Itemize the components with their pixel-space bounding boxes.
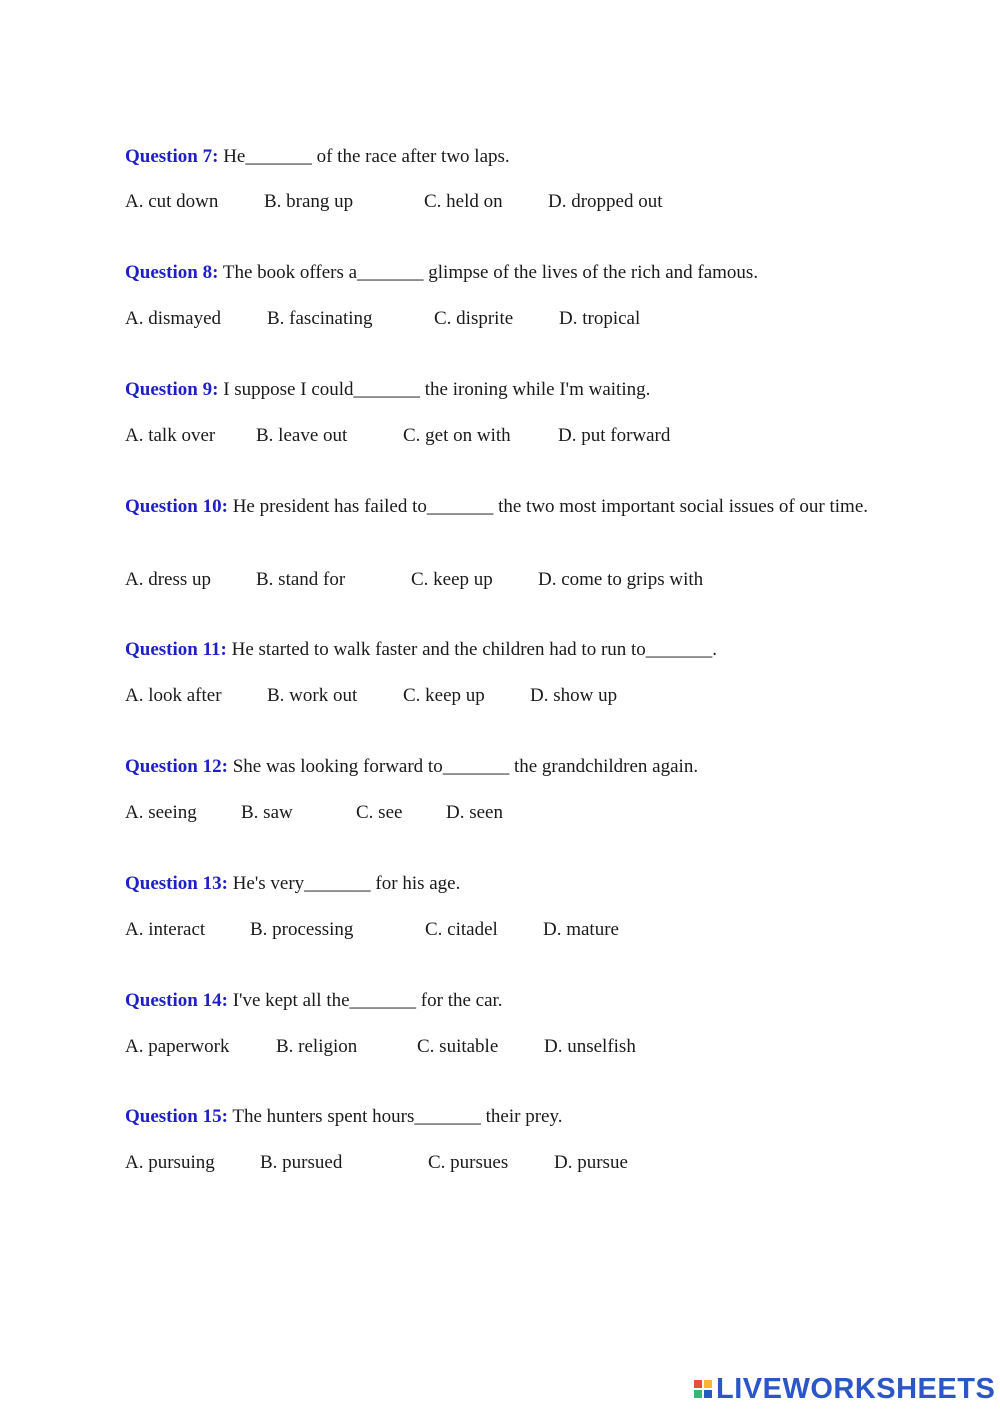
option-a[interactable]: A. pursuing — [125, 1152, 215, 1173]
logo-square-red — [694, 1380, 702, 1388]
question-label: Question 11: — [125, 639, 227, 660]
option-a[interactable]: A. look after — [125, 685, 222, 706]
question-label: Question 15: — [125, 1106, 228, 1127]
question-label: Question 9: — [125, 379, 219, 400]
option-c[interactable]: C. see — [356, 802, 403, 823]
logo-square-green — [694, 1390, 702, 1398]
question-text: He president has failed to_______ the two most important social issues of our time. — [227, 496, 869, 517]
question-text: I suppose I could_______ the ironing while I'm waiting. — [218, 379, 651, 400]
option-c[interactable]: C. held on — [424, 191, 503, 212]
question-15 — [125, 1103, 563, 1130]
option-d[interactable]: D. come to grips with — [538, 569, 704, 590]
question-text: She was looking forward to_______ the grandchildren again. — [227, 756, 699, 777]
question-label: Question 13: — [125, 873, 228, 894]
option-b[interactable]: B. stand for — [256, 569, 346, 590]
option-a[interactable]: A. cut down — [125, 191, 219, 212]
option-d[interactable]: D. put forward — [558, 425, 671, 446]
option-d[interactable]: D. dropped out — [548, 191, 663, 212]
option-a[interactable]: A. interact — [125, 919, 206, 940]
question-14 — [125, 987, 503, 1014]
option-b[interactable]: B. fascinating — [267, 308, 373, 329]
option-a[interactable]: A. talk over — [125, 425, 216, 446]
option-c[interactable]: C. keep up — [403, 685, 485, 706]
option-c[interactable]: C. suitable — [417, 1036, 499, 1057]
option-d[interactable]: D. show up — [530, 685, 618, 706]
question-9 — [125, 376, 650, 403]
question-label: Question 14: — [125, 990, 228, 1011]
option-a[interactable]: A. dress up — [125, 569, 212, 590]
question-label: Question 10: — [125, 496, 228, 517]
option-c[interactable]: C. disprite — [434, 308, 514, 329]
option-d[interactable]: D. seen — [446, 802, 503, 823]
option-c[interactable]: C. pursues — [428, 1152, 509, 1173]
liveworksheets-logo — [694, 1372, 995, 1406]
logo-square-blue — [704, 1390, 712, 1398]
option-a[interactable]: A. dismayed — [125, 308, 222, 329]
option-b[interactable]: B. religion — [276, 1036, 358, 1057]
question-text: The hunters spent hours_______ their prey. — [227, 1106, 563, 1127]
question-text: He's very_______ for his age. — [227, 873, 461, 894]
logo-squares-icon — [694, 1380, 712, 1398]
option-d[interactable]: D. unselfish — [544, 1036, 636, 1057]
question-text: He_______ of the race after two laps. — [218, 146, 510, 167]
question-11 — [125, 636, 717, 663]
option-d[interactable]: D. pursue — [554, 1152, 628, 1173]
option-b[interactable]: B. brang up — [264, 191, 354, 212]
question-text: I've kept all the_______ for the car. — [227, 990, 503, 1011]
question-label: Question 12: — [125, 756, 228, 777]
option-d[interactable]: D. mature — [543, 919, 619, 940]
option-a[interactable]: A. seeing — [125, 802, 197, 823]
question-label: Question 7: — [125, 146, 219, 167]
option-b[interactable]: B. saw — [241, 802, 293, 823]
question-label: Question 8: — [125, 262, 219, 283]
option-b[interactable]: B. work out — [267, 685, 358, 706]
question-12 — [125, 753, 698, 780]
question-13 — [125, 870, 460, 897]
question-10 — [125, 493, 877, 520]
option-b[interactable]: B. leave out — [256, 425, 348, 446]
option-b[interactable]: B. processing — [250, 919, 354, 940]
logo-text: LIVEWORKSHEETS — [716, 1372, 996, 1405]
logo-square-yellow — [704, 1380, 712, 1388]
option-d[interactable]: D. tropical — [559, 308, 641, 329]
question-7 — [125, 143, 510, 170]
question-text: The book offers a_______ glimpse of the lives of the rich and famous. — [218, 262, 759, 283]
option-b[interactable]: B. pursued — [260, 1152, 343, 1173]
question-8 — [125, 259, 758, 286]
option-c[interactable]: C. get on with — [403, 425, 511, 446]
option-c[interactable]: C. citadel — [425, 919, 498, 940]
option-a[interactable]: A. paperwork — [125, 1036, 230, 1057]
question-text: He started to walk faster and the children had to run to_______. — [226, 639, 718, 660]
option-c[interactable]: C. keep up — [411, 569, 493, 590]
